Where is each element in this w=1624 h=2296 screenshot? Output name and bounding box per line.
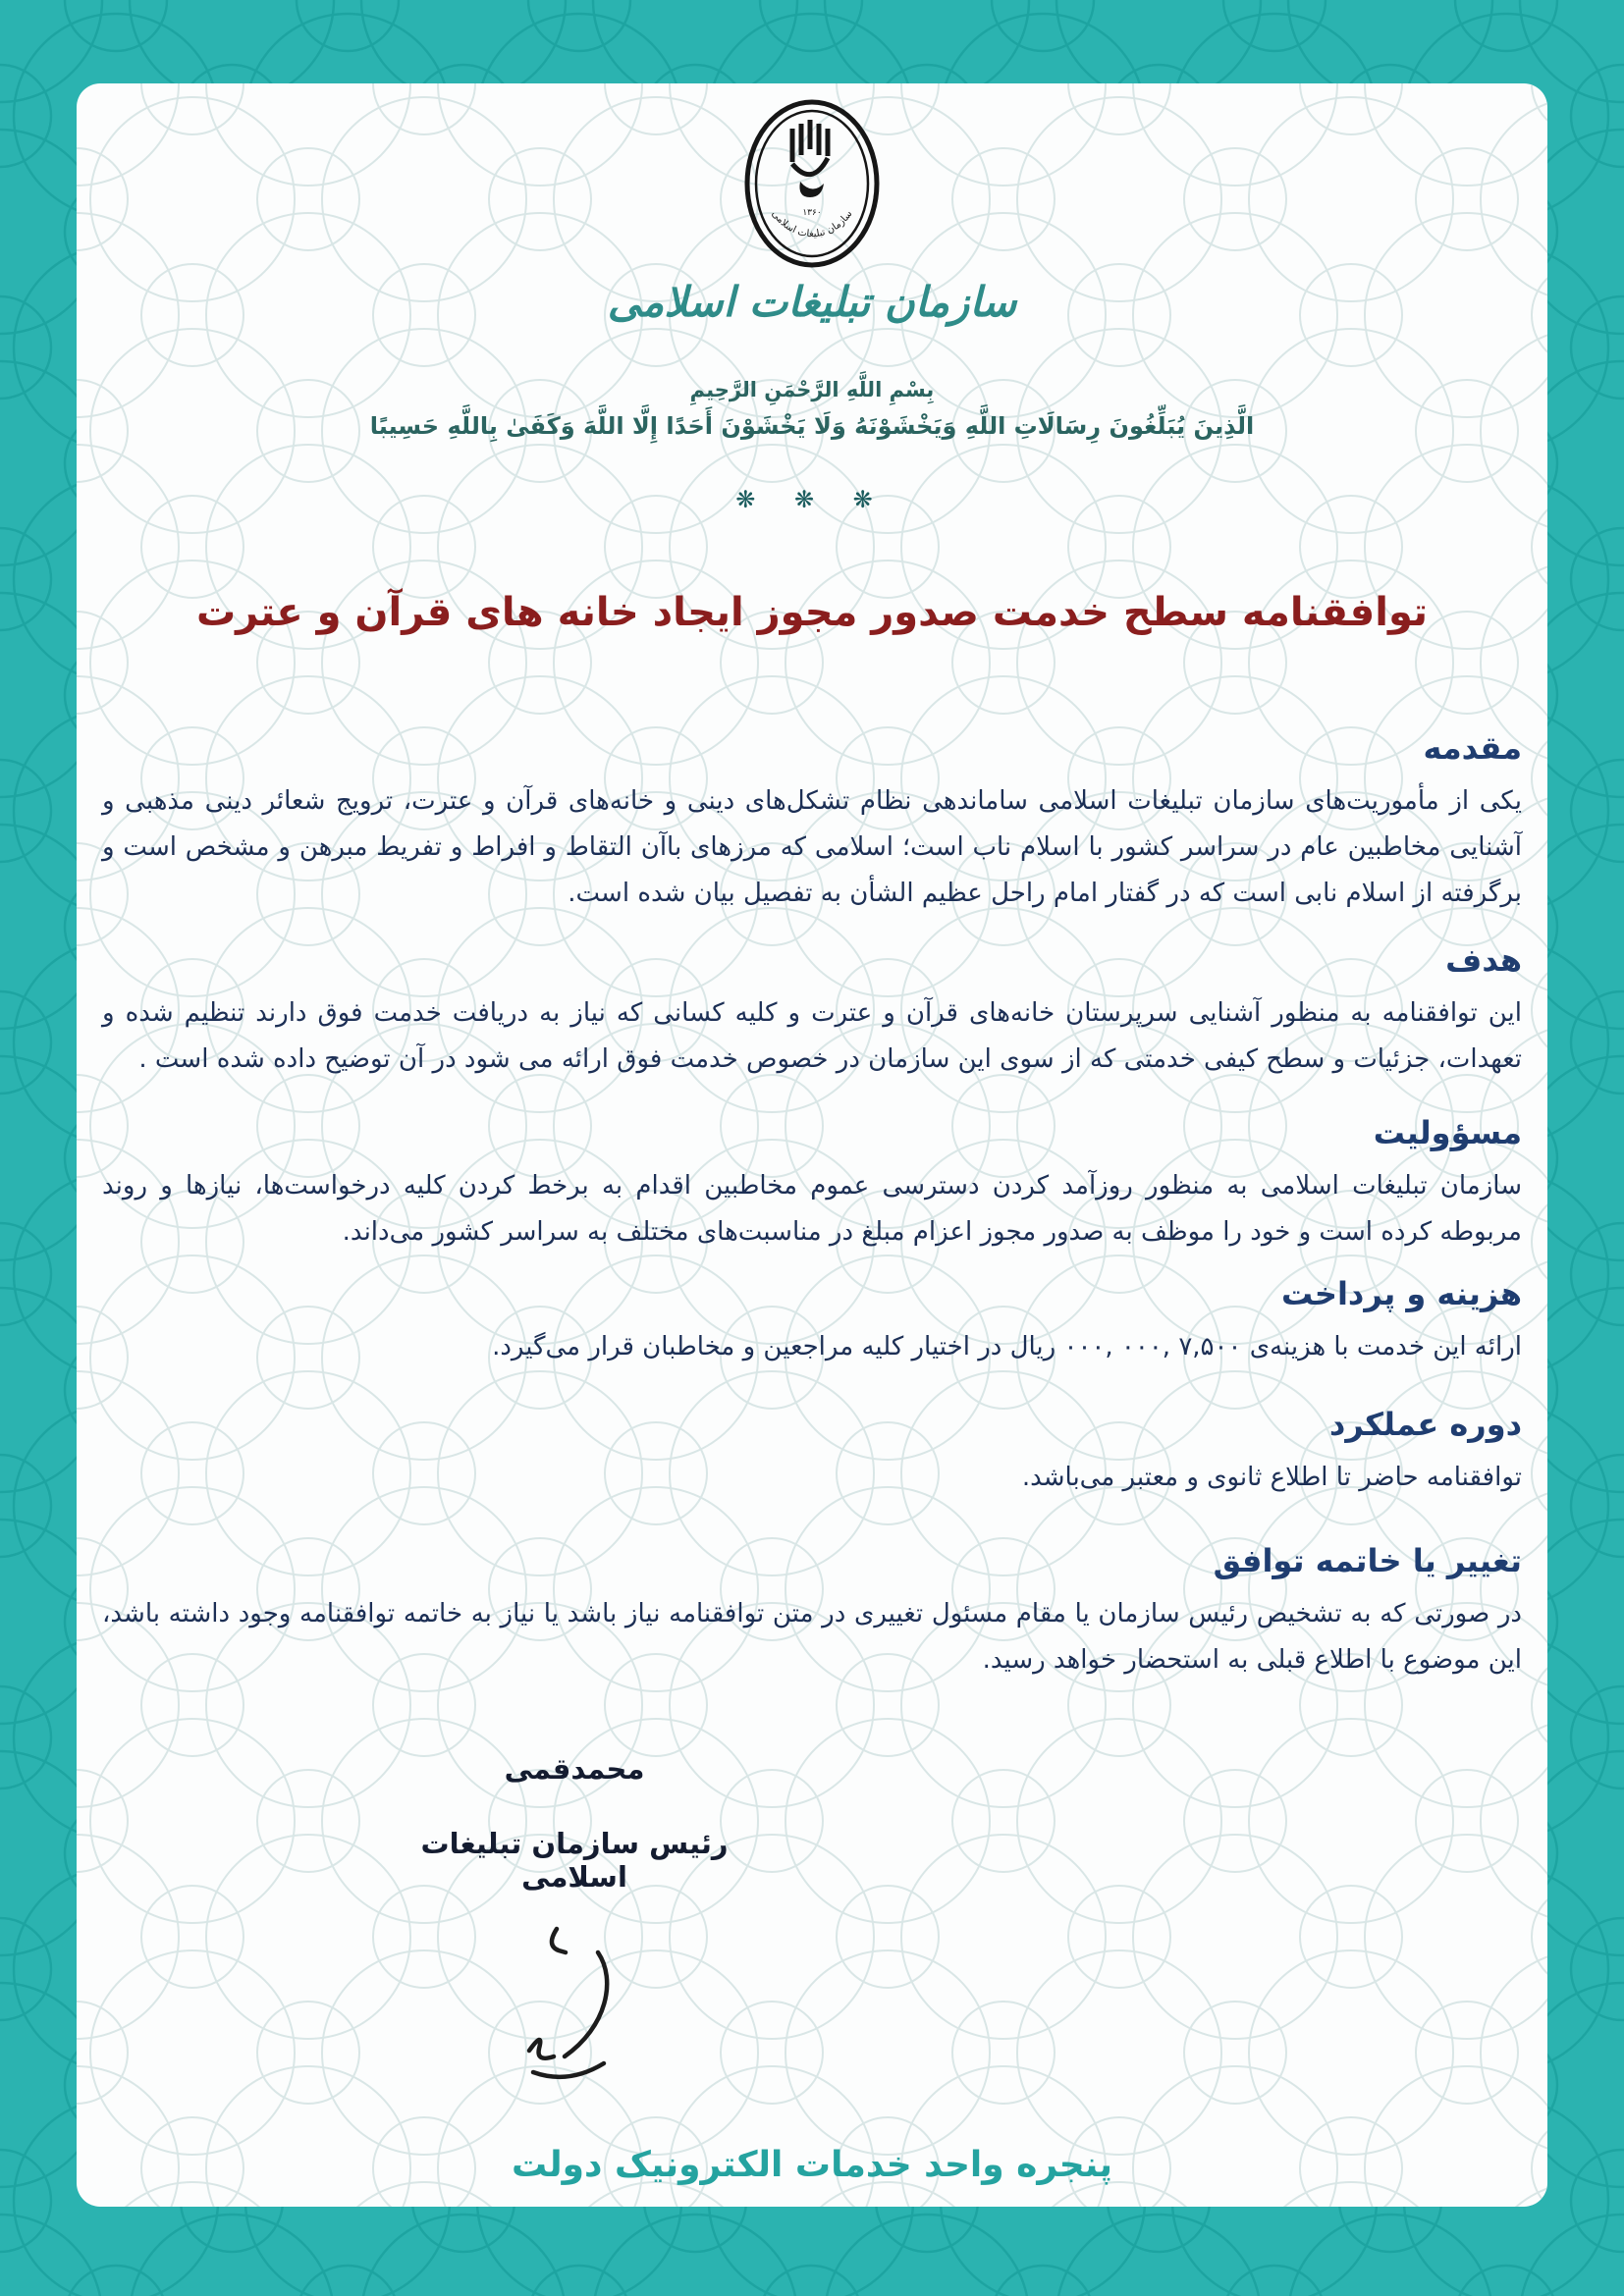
section-heading: مسؤولیت <box>1373 1114 1522 1151</box>
section-cost-payment <box>102 1273 1522 1370</box>
section-heading: دوره عملکرد <box>1328 1406 1522 1443</box>
section-body <box>102 1324 1522 1370</box>
document-title: توافقنامه سطح خدمت صدور مجوز ایجاد خانه های قرآن و عترت <box>195 590 1429 635</box>
section-body: سازمان تبلیغات اسلامی به منظور روزآمد کردن دسترسی عموم مخاطبین اقدام به برخط کردن کلیه درخواست‌ها، نیازها و روند مربوطه کرده است و خود را موظف به صدور مجوز اعزام مبلغ در مناسبت‌های مختلف به سراسر کشور می‌داند. <box>102 1171 1522 1247</box>
signature-block <box>417 1752 731 2101</box>
section-responsibility <box>102 1112 1522 1255</box>
section-heading: هزینه و پرداخت <box>1281 1275 1522 1312</box>
signer-role: رئیس سازمان تبلیغات اسلامی <box>420 1827 729 1894</box>
quran-verse: الَّذِينَ يُبَلِّغُونَ رِسَالَاتِ اللَّهِ وَيَخْشَوْنَهُ وَلَا يَخْشَوْنَ أَحَدًا إِلَّا اللَّهَ وَكَفَىٰ بِاللَّهِ حَسِيبًا <box>369 412 1255 440</box>
section-body: این توافقنامه به منظور آشنایی سرپرستان خانه‌های قرآن و عترت و کلیه کسانی که نیاز به دریافت خدمت فوق دارند تنظیم شده و تعهدات، جزئیات و سطح کیفی خدمتی که از سوی این سازمان در خصوص خدمت فوق ارائه می شود در آن توضیح داده شده است . <box>102 998 1522 1074</box>
section-goal <box>102 939 1522 1083</box>
content-panel <box>77 83 1547 2207</box>
section-heading: تغییر یا خاتمه توافق <box>1213 1542 1522 1579</box>
signer-name: محمدقمی <box>504 1752 645 1786</box>
bismillah-line: بِسْمِ اللَّهِ الرَّحْمَنِ الرَّحِيمِ <box>689 378 935 401</box>
kufic-calligraphy-icon <box>792 120 828 175</box>
organization-calligraphy: سازمان تبلیغات اسلامی <box>607 278 1017 326</box>
footer-egov-window: پنجره واحد خدمات الکترونیک دولت <box>512 2145 1112 2185</box>
logo-year: ۱۳۶۰ <box>802 208 822 218</box>
section-body: یکی از مأموریت‌های سازمان تبلیغات اسلامی ساماندهی نظام تشکل‌های دینی و خانه‌های قرآن و عترت، ترویج شعائر دینی مذهبی و آشنایی مخاطبین عام در سراسر کشور با اسلام ناب است؛ اسلامی که مرزهای باآن التقاط و افراط و تفریط مبرهن و مشخص است و برگرفته از اسلام نابی است که در گفتار امام راحل عظیم الشأن به تفصیل بیان شده است. <box>102 786 1522 908</box>
handwritten-signature-icon <box>496 1915 653 2097</box>
section-body: توافقنامه حاضر تا اطلاع ثانوی و معتبر می‌باشد. <box>1021 1463 1522 1492</box>
cost-amount: ۰۰۰, ۰۰۰, ۷,۵۰۰ <box>1063 1332 1242 1362</box>
knot-icon <box>799 182 824 197</box>
cost-text-suffix: ریال در اختیار کلیه مراجعین و مخاطبان قرار می‌گیرد. <box>492 1332 1056 1362</box>
cost-text-prefix: ارائه این خدمت با هزینه‌ی <box>1249 1332 1522 1362</box>
section-heading: مقدمه <box>1423 729 1522 767</box>
letter-content <box>77 83 1547 2207</box>
star-divider: ❋ ❋ ❋ <box>735 486 889 513</box>
section-introduction <box>102 727 1522 917</box>
logo-ring-text: سازمان تبلیغات اسلامی <box>769 208 855 240</box>
section-body: در صورتی که به تشخیص رئیس سازمان یا مقام مسئول تغییری در متن توافقنامه نیاز باشد یا نیاز به خاتمه توافقنامه وجود داشته باشد، این موضوع با اطلاع قبلی به استحضار خواهد رسید. <box>102 1599 1522 1675</box>
organization-logo <box>77 99 1547 272</box>
section-performance-period <box>102 1404 1522 1501</box>
organization-logo-icon <box>743 99 881 268</box>
section-change-termination <box>102 1540 1522 1683</box>
section-heading: هدف <box>1445 941 1522 979</box>
